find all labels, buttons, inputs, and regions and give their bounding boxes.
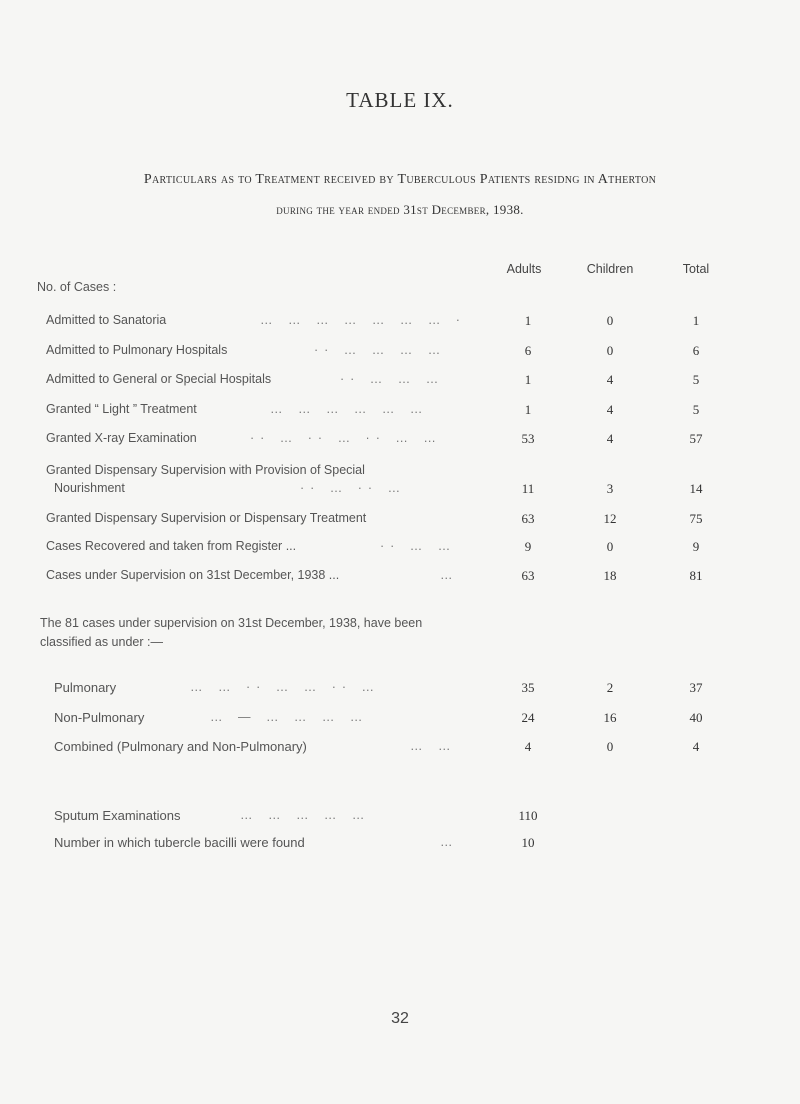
total-value: 40 xyxy=(689,710,703,725)
row-label: Cases Recovered and taken from Register ... xyxy=(46,539,297,553)
adults-value: 1 xyxy=(524,402,532,417)
leader-dots: ·· … ·· … ·· … … xyxy=(250,431,442,445)
total-value: 57 xyxy=(689,431,703,446)
children-value: 4 xyxy=(606,431,614,446)
row-label: Granted X-ray Examination xyxy=(46,431,197,445)
children-value: 0 xyxy=(606,343,614,358)
leader-dots: ·· … ·· … xyxy=(300,481,407,495)
total-value: 5 xyxy=(692,402,700,417)
adults-value: 53 xyxy=(521,431,535,446)
row-label: Granted Dispensary Supervision or Dispensary Treatment xyxy=(46,511,367,525)
adults-value: 11 xyxy=(521,481,535,496)
total-value: 4 xyxy=(692,739,700,754)
children-value: 12 xyxy=(603,511,617,526)
row-label: Admitted to Sanatoria xyxy=(46,313,167,327)
leader-dots: … … … … … … xyxy=(270,402,429,416)
adults-value: 6 xyxy=(524,343,532,358)
children-value: 18 xyxy=(603,568,617,583)
no-of-cases-heading: No. of Cases : xyxy=(37,280,117,294)
row-label: Admitted to General or Special Hospitals xyxy=(46,372,272,386)
row-label: Combined (Pulmonary and Non-Pulmonary) xyxy=(54,739,307,754)
page-number: 32 xyxy=(391,1010,409,1027)
total-value: 81 xyxy=(689,568,703,583)
children-value: 0 xyxy=(606,539,614,554)
table-row xyxy=(0,372,800,392)
table-row xyxy=(0,402,800,422)
table-row xyxy=(0,431,800,451)
table-row xyxy=(0,511,800,531)
classification-note: The 81 cases under supervision on 31st December, 1938, have been classified as under :— xyxy=(40,616,423,649)
adults-value: 110 xyxy=(518,808,538,823)
adults-value: 1 xyxy=(524,372,532,387)
column-header-total: Total xyxy=(682,262,710,276)
table-row xyxy=(0,680,800,700)
column-header-adults: Adults xyxy=(506,262,542,276)
table-row xyxy=(0,739,800,759)
adults-value: 24 xyxy=(521,710,535,725)
table-row xyxy=(0,710,800,730)
leader-dots: … xyxy=(440,835,459,849)
table-row xyxy=(0,343,800,363)
leader-dots: … … … … … xyxy=(240,808,371,822)
leader-dots: ·· … … … xyxy=(340,372,445,386)
row-label: Granted Dispensary Supervision with Provision of Special xyxy=(46,463,365,477)
table-row xyxy=(0,835,800,855)
total-value: 75 xyxy=(689,511,703,526)
table-subtitle-line1: Particulars as to Treatment received by Tuberculous Patients residng in Atherton xyxy=(143,172,657,187)
leader-dots: … xyxy=(440,568,459,582)
table-row xyxy=(0,568,800,588)
adults-value: 10 xyxy=(521,835,535,850)
leader-dots: … … ·· … … ·· … xyxy=(190,680,380,694)
adults-value: 1 xyxy=(524,313,532,328)
adults-value: 63 xyxy=(521,511,535,526)
table-row xyxy=(0,463,800,503)
leader-dots: ·· … … … … xyxy=(314,343,447,357)
row-label: Pulmonary xyxy=(54,680,117,695)
table-row xyxy=(0,539,800,559)
table-title: TABLE IX. xyxy=(346,88,454,112)
total-value: 6 xyxy=(692,343,700,358)
total-value: 9 xyxy=(692,539,700,554)
children-value: 4 xyxy=(606,402,614,417)
table-row xyxy=(0,808,800,828)
row-label: Non-Pulmonary xyxy=(54,710,145,725)
row-label: Number in which tubercle bacilli were found xyxy=(54,835,305,850)
table-row xyxy=(0,313,800,333)
children-value: 3 xyxy=(606,481,614,496)
adults-value: 35 xyxy=(521,680,535,695)
leader-dots: … … … … … … … · xyxy=(260,313,466,327)
children-value: 0 xyxy=(606,739,614,754)
children-value: 0 xyxy=(606,313,614,328)
total-value: 1 xyxy=(692,313,700,328)
total-value: 14 xyxy=(689,481,703,496)
column-header-children: Children xyxy=(586,262,634,276)
total-value: 5 xyxy=(692,372,700,387)
table-subtitle-line2: during the year ended 31st December, 1938. xyxy=(276,202,524,217)
children-value: 2 xyxy=(606,680,614,695)
children-value: 16 xyxy=(603,710,617,725)
row-label-continued: Nourishment xyxy=(54,481,125,495)
row-label: Sputum Examinations xyxy=(54,808,181,823)
total-value: 37 xyxy=(689,680,703,695)
adults-value: 63 xyxy=(521,568,535,583)
row-label: Cases under Supervision on 31st December, 1938 ... xyxy=(46,568,340,582)
leader-dots: … — … … … … xyxy=(210,710,369,724)
row-label: Granted “ Light ” Treatment xyxy=(46,402,197,416)
children-value: 4 xyxy=(606,372,614,387)
leader-dots: … … xyxy=(410,739,457,753)
row-label: Admitted to Pulmonary Hospitals xyxy=(46,343,228,357)
adults-value: 9 xyxy=(524,539,532,554)
adults-value: 4 xyxy=(524,739,532,754)
leader-dots: ·· … … xyxy=(380,539,457,553)
